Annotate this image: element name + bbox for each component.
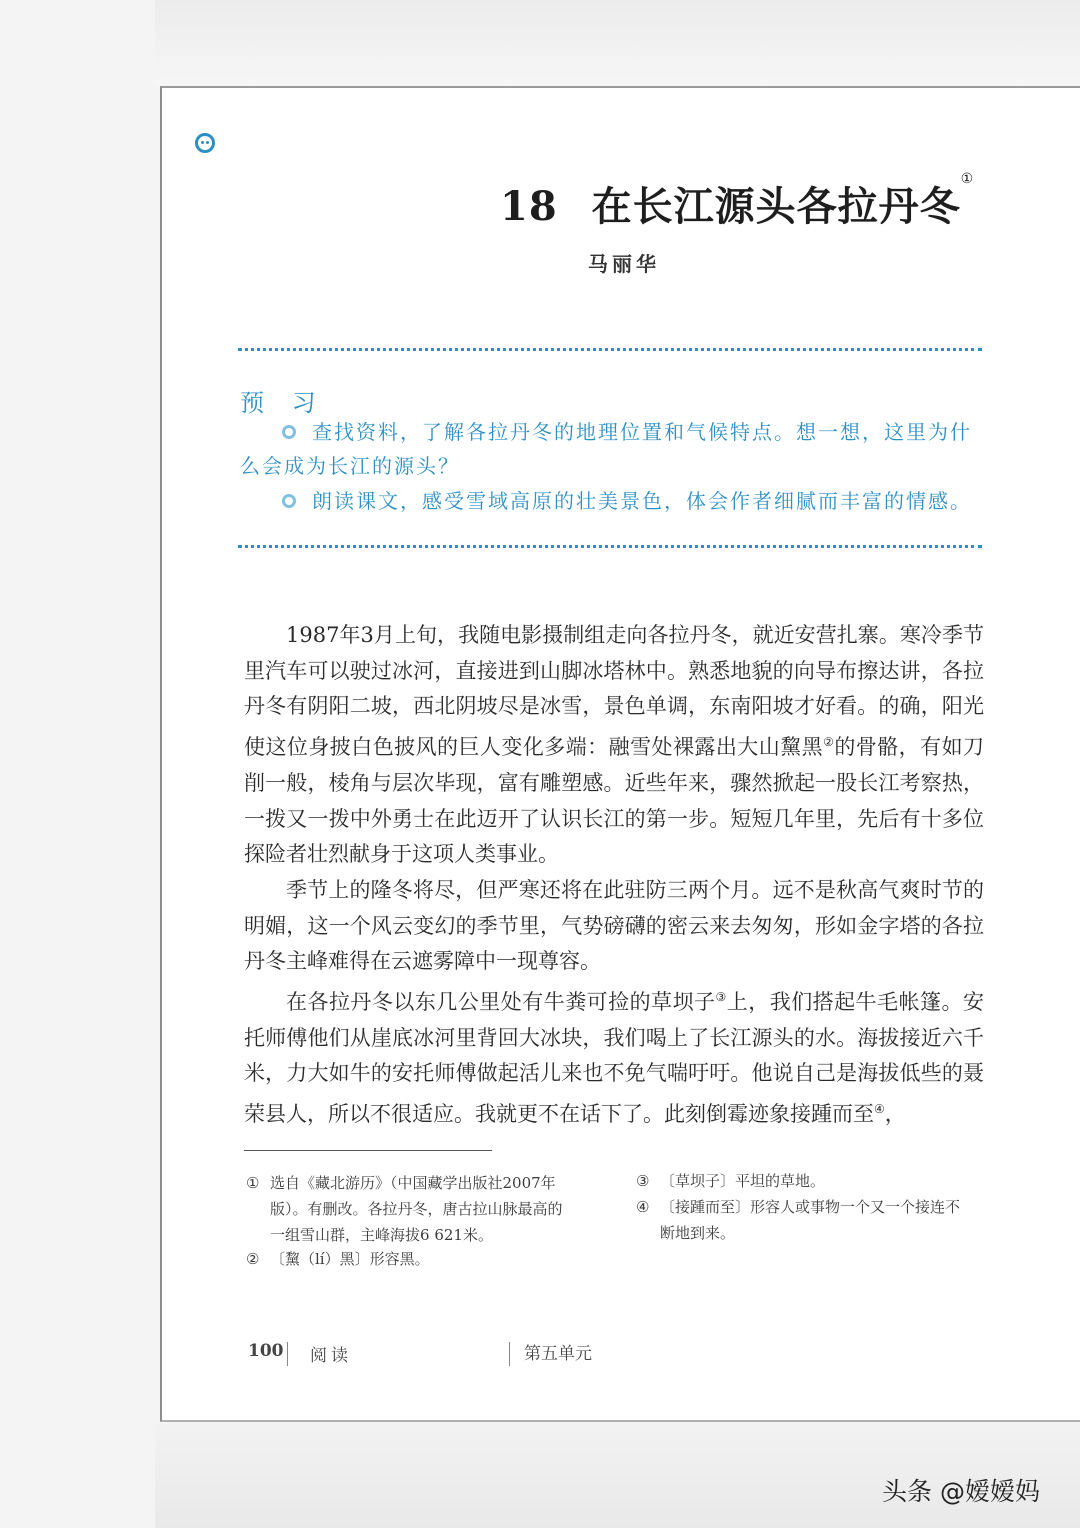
footnote-3-mark: ③ xyxy=(636,1172,650,1190)
footnote-4 xyxy=(636,1194,986,1246)
footnote-3 xyxy=(636,1168,986,1194)
paragraph-2: 季节上的隆冬将尽，但严寒还将在此驻防三两个月。远不是秋高气爽时节的明媚，这一个风云变幻的季节里，气势磅礴的密云来去匆匆，形如金字塔的各拉丹冬主峰难得在云遮雾障中一现尊容。 xyxy=(244,877,984,974)
preview-item-2-text: 朗读课文，感受雪域高原的壮美景色，体会作者细腻而丰富的情感。 xyxy=(312,489,972,513)
circle-bullet-icon xyxy=(282,494,296,508)
footnote-1-line-3: 一组雪山群，主峰海拔6 621米。 xyxy=(270,1226,493,1244)
paragraph-3-part-a: 在各拉丹冬以东几公里处有牛粪可捡的草坝子 xyxy=(286,990,716,1015)
footer-section-label: 阅读 xyxy=(310,1346,352,1366)
preview-item-1-text: 查找资料，了解各拉丹冬的地理位置和气候特点。想一想，这里为什么会成为长江的源头？ xyxy=(240,420,972,478)
footnote-2-text: 〔黧（lí）黑〕形容黑。 xyxy=(270,1250,430,1268)
title-footnote-marker: ① xyxy=(960,171,975,187)
page-number: 100 xyxy=(248,1341,284,1361)
footnote-1-line-2: 版）。有删改。各拉丹冬，唐古拉山脉最高的 xyxy=(270,1200,563,1218)
lesson-title-text: 在长江源头各拉丹冬 xyxy=(591,183,961,230)
dotted-divider-top xyxy=(238,348,982,351)
paragraph-3 xyxy=(244,980,984,1133)
paragraph-1-part-b: 的骨骼，有如刀削一般，棱角与层次毕现，富有雕塑感。近些年来，骤然掀起一股长江考察热，一拨又一拨中外勇士在此迈开了认识长江的第一步。短短几年里，先后有十多位探险者壮烈献身于这项人类事业。 xyxy=(244,735,985,867)
scan-margin-top xyxy=(155,0,1080,86)
watermark: 头条 @嫒嫒妈 xyxy=(882,1477,1040,1506)
footnote-marker-3: ③ xyxy=(715,990,727,1005)
footnote-rule xyxy=(244,1150,492,1151)
author-name: 马丽华 xyxy=(588,252,660,276)
footnote-1 xyxy=(246,1170,616,1248)
footnote-2 xyxy=(246,1246,616,1272)
footnote-1-mark: ① xyxy=(246,1174,260,1192)
preview-item-2 xyxy=(240,484,982,518)
lesson-number: 18 xyxy=(500,183,558,230)
footnote-marker-4: ④ xyxy=(874,1102,885,1117)
circle-bullet-icon xyxy=(282,425,296,439)
paragraph-3-part-c: ， xyxy=(884,1102,906,1127)
footer-divider xyxy=(287,1342,288,1366)
paragraph-1-part-a: 1987年3月上旬，我随电影摄制组走向各拉丹冬，就近安营扎寨。寒冷季节里汽车可以驶过冰河，直接进到山脚冰塔林中。熟悉地貌的向导布擦达讲，各拉丹冬有阴阳二坡，西北阴坡尽是冰雪，景色单调，东南阳坡才好看。的确，阳光使这位身披白色披风的巨人变化多端：融雪处裸露出大山黧黑 xyxy=(244,623,984,760)
paragraph-1 xyxy=(244,618,984,873)
footnote-1-line-1: 选自《藏北游历》（中国藏学出版社2007年 xyxy=(270,1174,556,1192)
footnote-3-text: 〔草坝子〕平坦的草地。 xyxy=(660,1172,826,1190)
footnote-marker-2: ② xyxy=(823,735,835,750)
paragraph-3-part-b: 上，我们搭起牛毛帐篷。安托师傅他们从崖底冰河里背回大冰块，我们喝上了长江源头的水。海拔接近六千米，力大如牛的安托师傅做起活儿来也不免气喘吁吁。他说自己是海拔低些的聂荣县人，所以不很适应。我就更不在话下了。此刻倒霉迹象接踵而至 xyxy=(244,990,985,1127)
footnote-4-line-1: 〔接踵而至〕形容人或事物一个又一个接连不 xyxy=(660,1198,961,1216)
footer-unit-label: 第五单元 xyxy=(524,1344,592,1364)
article-body xyxy=(244,618,984,1133)
footer-divider xyxy=(509,1342,510,1366)
footnote-4-mark: ④ xyxy=(636,1198,650,1216)
footnote-2-mark: ② xyxy=(246,1250,260,1268)
smiley-face-icon xyxy=(195,133,215,153)
preview-item-1 xyxy=(240,415,982,483)
preview-heading: 预 习 xyxy=(240,389,326,417)
footnote-4-line-2: 断地到来。 xyxy=(660,1224,736,1242)
dotted-divider-bottom xyxy=(238,545,982,548)
lesson-title xyxy=(500,171,975,232)
